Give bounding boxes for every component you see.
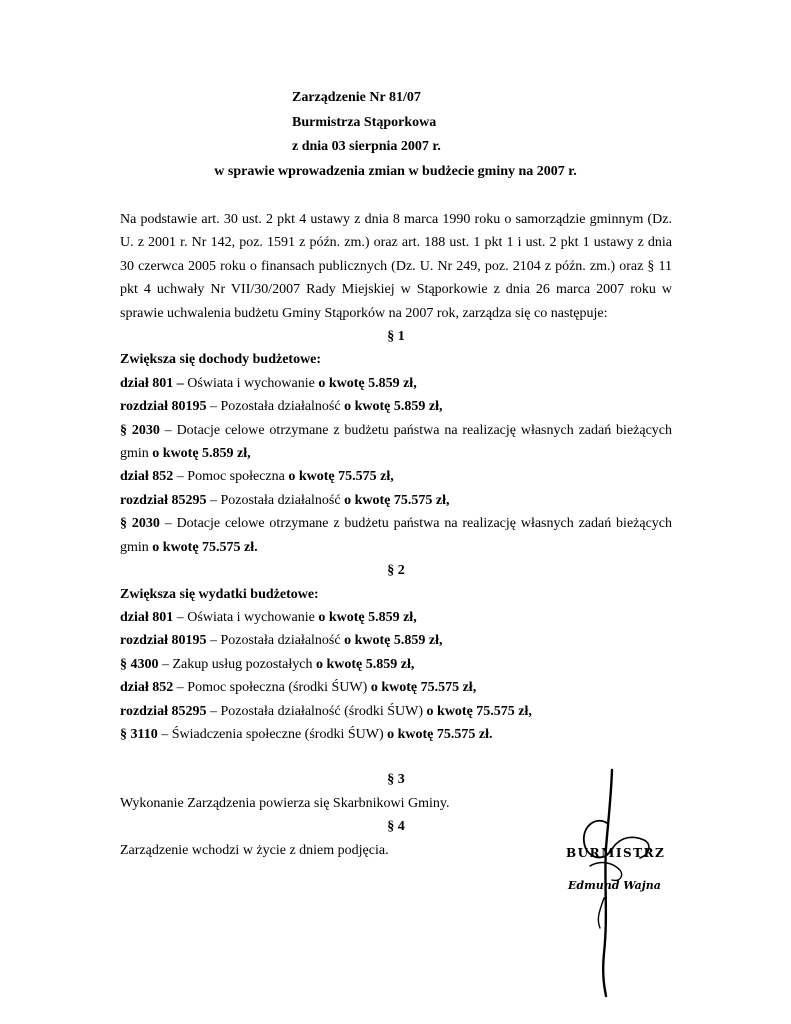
item-amount: o kwotę 75.575 zł, bbox=[426, 703, 532, 719]
item-separator: – bbox=[159, 422, 177, 438]
expense-item bbox=[120, 629, 672, 652]
item-separator: – bbox=[206, 633, 221, 649]
item-code: rozdział 85295 bbox=[120, 492, 207, 508]
item-separator: – bbox=[159, 516, 177, 532]
item-code: rozdział 85295 bbox=[120, 703, 207, 719]
item-separator: – bbox=[206, 399, 221, 415]
section-2-mark: § 2 bbox=[387, 563, 405, 579]
item-code: § 3110 bbox=[120, 726, 158, 742]
stamp-name: Edmund Wajna bbox=[568, 879, 661, 892]
item-description: Pozostała działalność bbox=[220, 633, 341, 649]
legal-basis-paragraph: Na podstawie art. 30 ust. 2 pkt 4 ustawy z dnia 8 marca 1990 roku o samorządzie gminnym (Dz. U. z 2001 r. Nr 142, poz. 1591 z późn. zm.) oraz art. 188 ust. 1 pkt 1 i ust. 2 pkt 1 ustawy z dnia 30 czerwca 2005 roku o finansach publicznych (Dz. U. Nr 249, poz. 2104 z późn. zm.) oraz § 11 pkt 4 uchwały Nr VII/30/2007 Rady Miejskiej w Stąporkowie z dnia 26 marca 2007 roku w sprawie uchwalenia budżetu Gminy Stąporków na 2007 rok, zarządza się co następuje: bbox=[120, 212, 672, 321]
item-amount: o kwotę 75.575 zł, bbox=[370, 680, 477, 696]
section-4-mark: § 4 bbox=[387, 819, 405, 835]
item-separator: – bbox=[158, 656, 173, 672]
section-1-heading: Zwiększa się dochody budżetowe: bbox=[120, 352, 322, 368]
section-2-heading: Zwiększa się wydatki budżetowe: bbox=[120, 586, 319, 602]
income-item bbox=[120, 372, 672, 395]
item-amount: o kwotę 75.575 zł, bbox=[344, 492, 450, 508]
section-3-mark: § 3 bbox=[387, 772, 405, 788]
issuer: Burmistrza Stąporkowa bbox=[292, 114, 437, 130]
item-description: Pozostała działalność bbox=[220, 492, 341, 508]
item-description: Pozostała działalność bbox=[220, 399, 341, 415]
item-code: rozdział 80195 bbox=[120, 633, 207, 649]
item-amount: o kwotę 5.859 zł, bbox=[318, 375, 417, 391]
income-item bbox=[120, 395, 672, 418]
item-separator: – bbox=[173, 609, 188, 625]
section-3-text: Wykonanie Zarządzenia powierza się Skarbnikowi Gminy. bbox=[120, 795, 450, 811]
item-amount: o kwotę 75.575 zł. bbox=[152, 539, 258, 555]
document-body bbox=[120, 208, 672, 862]
ordinance-number: Zarządzenie Nr 81/07 bbox=[292, 90, 421, 105]
item-code: § 4300 bbox=[120, 656, 159, 672]
item-amount: o kwotę 75.575 zł. bbox=[387, 726, 493, 742]
income-item bbox=[120, 465, 672, 488]
income-item bbox=[120, 419, 672, 466]
section-4-text: Zarządzenie wchodzi w życie z dniem podjęcia. bbox=[120, 842, 389, 858]
item-amount: o kwotę 5.859 zł, bbox=[318, 609, 417, 625]
item-separator: – bbox=[173, 680, 188, 696]
expense-item bbox=[120, 606, 672, 629]
item-code: § 2030 bbox=[120, 422, 160, 438]
item-description: Pozostała działalność (środki ŚUW) bbox=[220, 703, 424, 719]
item-amount: o kwotę 5.859 zł, bbox=[344, 633, 443, 649]
expense-item bbox=[120, 700, 672, 723]
expense-item bbox=[120, 653, 672, 676]
mayor-stamp-signature bbox=[560, 768, 670, 998]
item-description: Pomoc społeczna (środki ŚUW) bbox=[187, 680, 368, 696]
item-separator: – bbox=[157, 726, 172, 742]
item-description: Oświata i wychowanie bbox=[187, 375, 315, 391]
spacer bbox=[120, 746, 672, 768]
item-amount: o kwotę 5.859 zł, bbox=[344, 399, 443, 415]
item-description: Oświata i wychowanie bbox=[187, 609, 315, 625]
stamp-title: BURMISTRZ bbox=[566, 846, 666, 860]
item-separator: – bbox=[173, 375, 188, 391]
item-description: Zakup usług pozostałych bbox=[172, 656, 313, 672]
document-header bbox=[0, 86, 791, 184]
item-amount: o kwotę 5.859 zł, bbox=[315, 656, 415, 672]
item-description: Pomoc społeczna bbox=[187, 469, 285, 485]
income-item bbox=[120, 512, 672, 559]
item-amount: o kwotę 5.859 zł, bbox=[152, 446, 251, 462]
expense-item bbox=[120, 676, 672, 699]
item-description: Dotacje celowe otrzymane z budżetu państwa na realizację własnych zadań bieżących gmin bbox=[120, 422, 673, 462]
item-code: § 2030 bbox=[120, 516, 160, 532]
item-code: rozdział 80195 bbox=[120, 399, 207, 415]
item-code: dział 852 bbox=[120, 469, 174, 485]
section-1-mark: § 1 bbox=[387, 329, 405, 345]
ordinance-subject: w sprawie wprowadzenia zmian w budżecie gminy na 2007 r. bbox=[214, 163, 577, 179]
item-separator: – bbox=[206, 703, 221, 719]
expense-item bbox=[120, 723, 672, 746]
item-separator: – bbox=[173, 469, 188, 485]
item-separator: – bbox=[206, 492, 221, 508]
item-description: Świadczenia społeczne (środki ŚUW) bbox=[171, 726, 384, 742]
issue-date: z dnia 03 sierpnia 2007 r. bbox=[292, 139, 441, 154]
item-code: dział 801 bbox=[120, 375, 174, 391]
item-code: dział 801 bbox=[120, 609, 174, 625]
income-item bbox=[120, 489, 672, 512]
item-code: dział 852 bbox=[120, 680, 174, 696]
item-amount: o kwotę 75.575 zł, bbox=[288, 469, 394, 485]
item-description: Dotacje celowe otrzymane z budżetu państwa na realizację własnych zadań bieżących gmin bbox=[120, 516, 673, 555]
